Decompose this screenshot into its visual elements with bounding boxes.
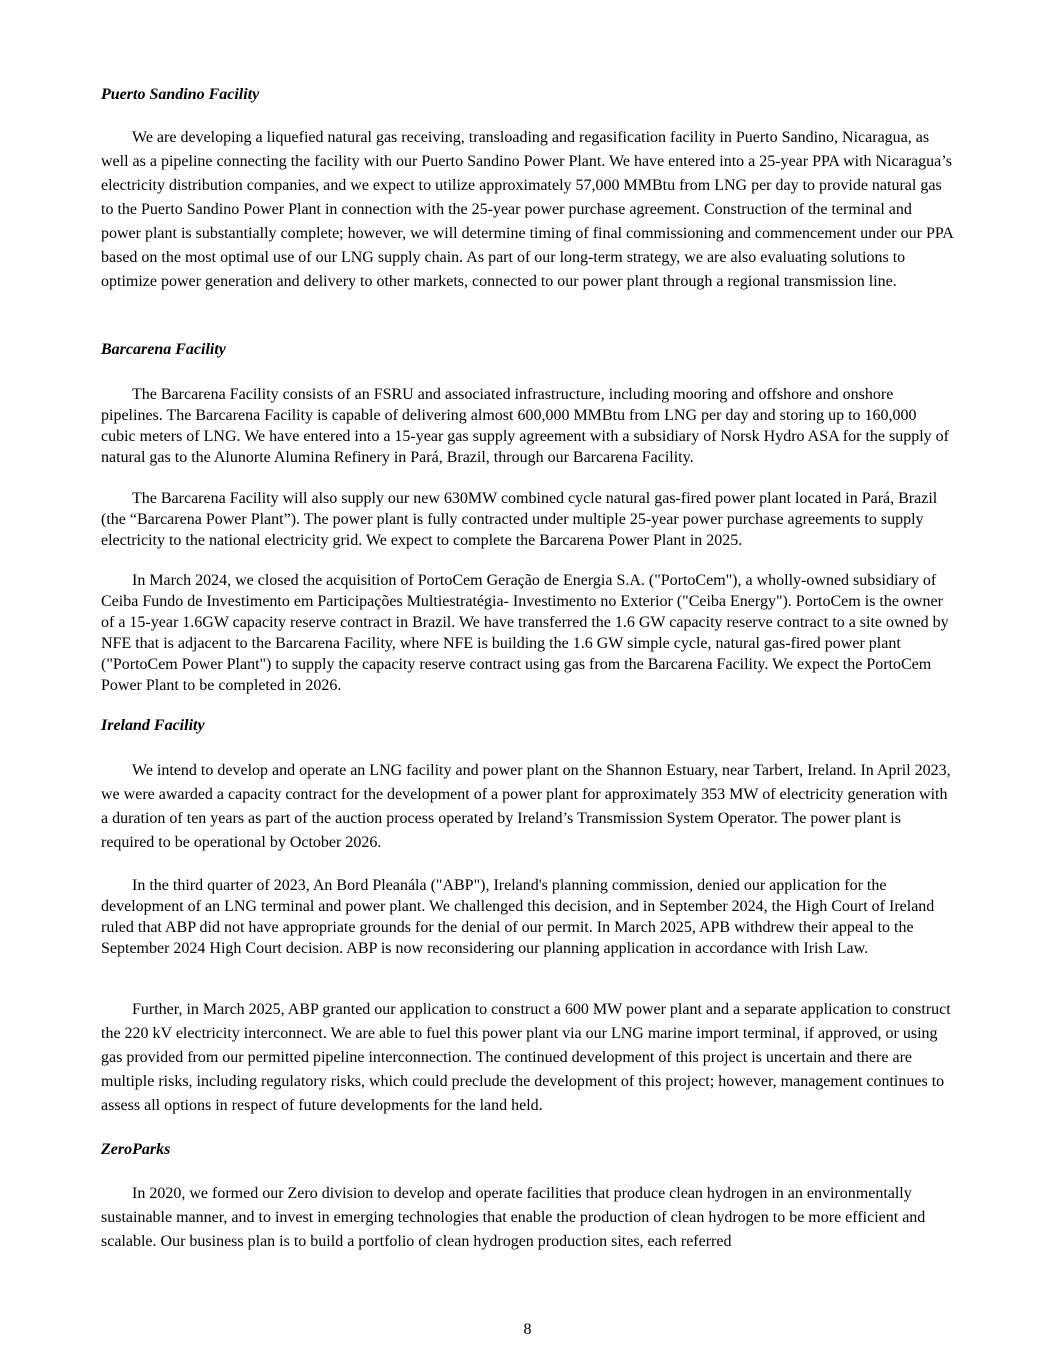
heading-puerto-sandino: Puerto Sandino Facility — [101, 86, 260, 103]
heading-barcarena: Barcarena Facility — [101, 341, 226, 358]
heading-ireland: Ireland Facility — [101, 717, 205, 734]
paragraph-barcarena-1: The Barcarena Facility consists of an FSRU and associated infrastructure, including mooring and offshore and onshore pipelines. The Barcarena Facility is capable of delivering almost 600,000 MMBtu from LNG per day and storing up to 160,000 cubic meters of LNG. We have entered into a 15-year gas supply agreement with a subsidiary of Norsk Hydro ASA for the supply of natural gas to the Alunorte Alumina Refinery in Pará, Brazil, through our Barcarena Facility. — [101, 386, 949, 466]
heading-zeroparks: ZeroParks — [101, 1141, 171, 1158]
paragraph-barcarena-2: The Barcarena Facility will also supply our new 630MW combined cycle natural gas-fired power plant located in Pará, Brazil (the “Barcarena Power Plant”). The power plant is fully contracted under multiple 25-year power purchase agreements to supply electricity to the national electricity grid. We expect to complete the Barcarena Power Plant in 2025. — [101, 490, 938, 549]
paragraph-zeroparks: In 2020, we formed our Zero division to develop and operate facilities that produce clean hydrogen in an environmentally sustainable manner, and to invest in emerging technologies that enable the production of clean hydrogen to be more efficient and scalable. Our business plan is to build a portfolio of clean hydrogen production sites, each referred — [101, 1185, 926, 1250]
paragraph-ireland-2: In the third quarter of 2023, An Bord Pleanála ("ABP"), Ireland's planning commission, denied our application for the development of an LNG terminal and power plant. We challenged this decision, and in September 2024, the High Court of Ireland ruled that ABP did not have appropriate grounds for the denial of our permit. In March 2025, APB withdrew their appeal to the September 2024 High Court decision. ABP is now reconsidering our planning application in accordance with Irish Law. — [101, 877, 935, 957]
paragraph-ireland-1: We intend to develop and operate an LNG facility and power plant on the Shannon Estuary, near Tarbert, Ireland. In April 2023, we were awarded a capacity contract for the development of a power plant for approximately 353 MW of electricity generation with a duration of ten years as part of the auction process operated by Ireland’s Transmission System Operator. The power plant is required to be operational by October 2026. — [101, 762, 951, 851]
paragraph-barcarena-3: In March 2024, we closed the acquisition of PortoCem Geração de Energia S.A. ("PortoCem"), a wholly-owned subsidiary of Ceiba Fundo de Investimento em Participações Multiestratégia- Investimento no Exterior ("Ceiba Energy"). PortoCem is the owner of a 15-year 1.6GW capacity reserve contract in Brazil. We have transferred the 1.6 GW capacity reserve contract to a site owned by NFE that is adjacent to the Barcarena Facility, where NFE is building the 1.6 GW simple cycle, natural gas-fired power plant ("PortoCem Power Plant") to supply the capacity reserve contract using gas from the Barcarena Facility. We expect the PortoCem Power Plant to be completed in 2026. — [101, 572, 949, 694]
paragraph-puerto-sandino: We are developing a liquefied natural gas receiving, transloading and regasification facility in Puerto Sandino, Nicaragua, as well as a pipeline connecting the facility with our Puerto Sandino Power Plant. We have entered into a 25-year PPA with Nicaragua’s electricity distribution companies, and we expect to utilize approximately 57,000 MMBtu from LNG per day to provide natural gas to the Puerto Sandino Power Plant in connection with the 25-year power purchase agreement. Construction of the terminal and power plant is substantially complete; however, we will determine timing of final commissioning and commencement under our PPA based on the most optimal use of our LNG supply chain. As part of our long-term strategy, we are also evaluating solutions to optimize power generation and delivery to other markets, connected to our power plant through a regional transmission line. — [101, 129, 953, 290]
page-number: 8 — [523, 1321, 532, 1338]
paragraph-ireland-3: Further, in March 2025, ABP granted our application to construct a 600 MW power plant and a separate application to construct the 220 kV electricity interconnect. We are able to fuel this power plant via our LNG marine import terminal, if approved, or using gas provided from our permitted pipeline interconnection. The continued development of this project is uncertain and there are multiple risks, including regulatory risks, which could preclude the development of this project; however, management continues to assess all options in respect of future developments for the land held. — [101, 1001, 951, 1114]
